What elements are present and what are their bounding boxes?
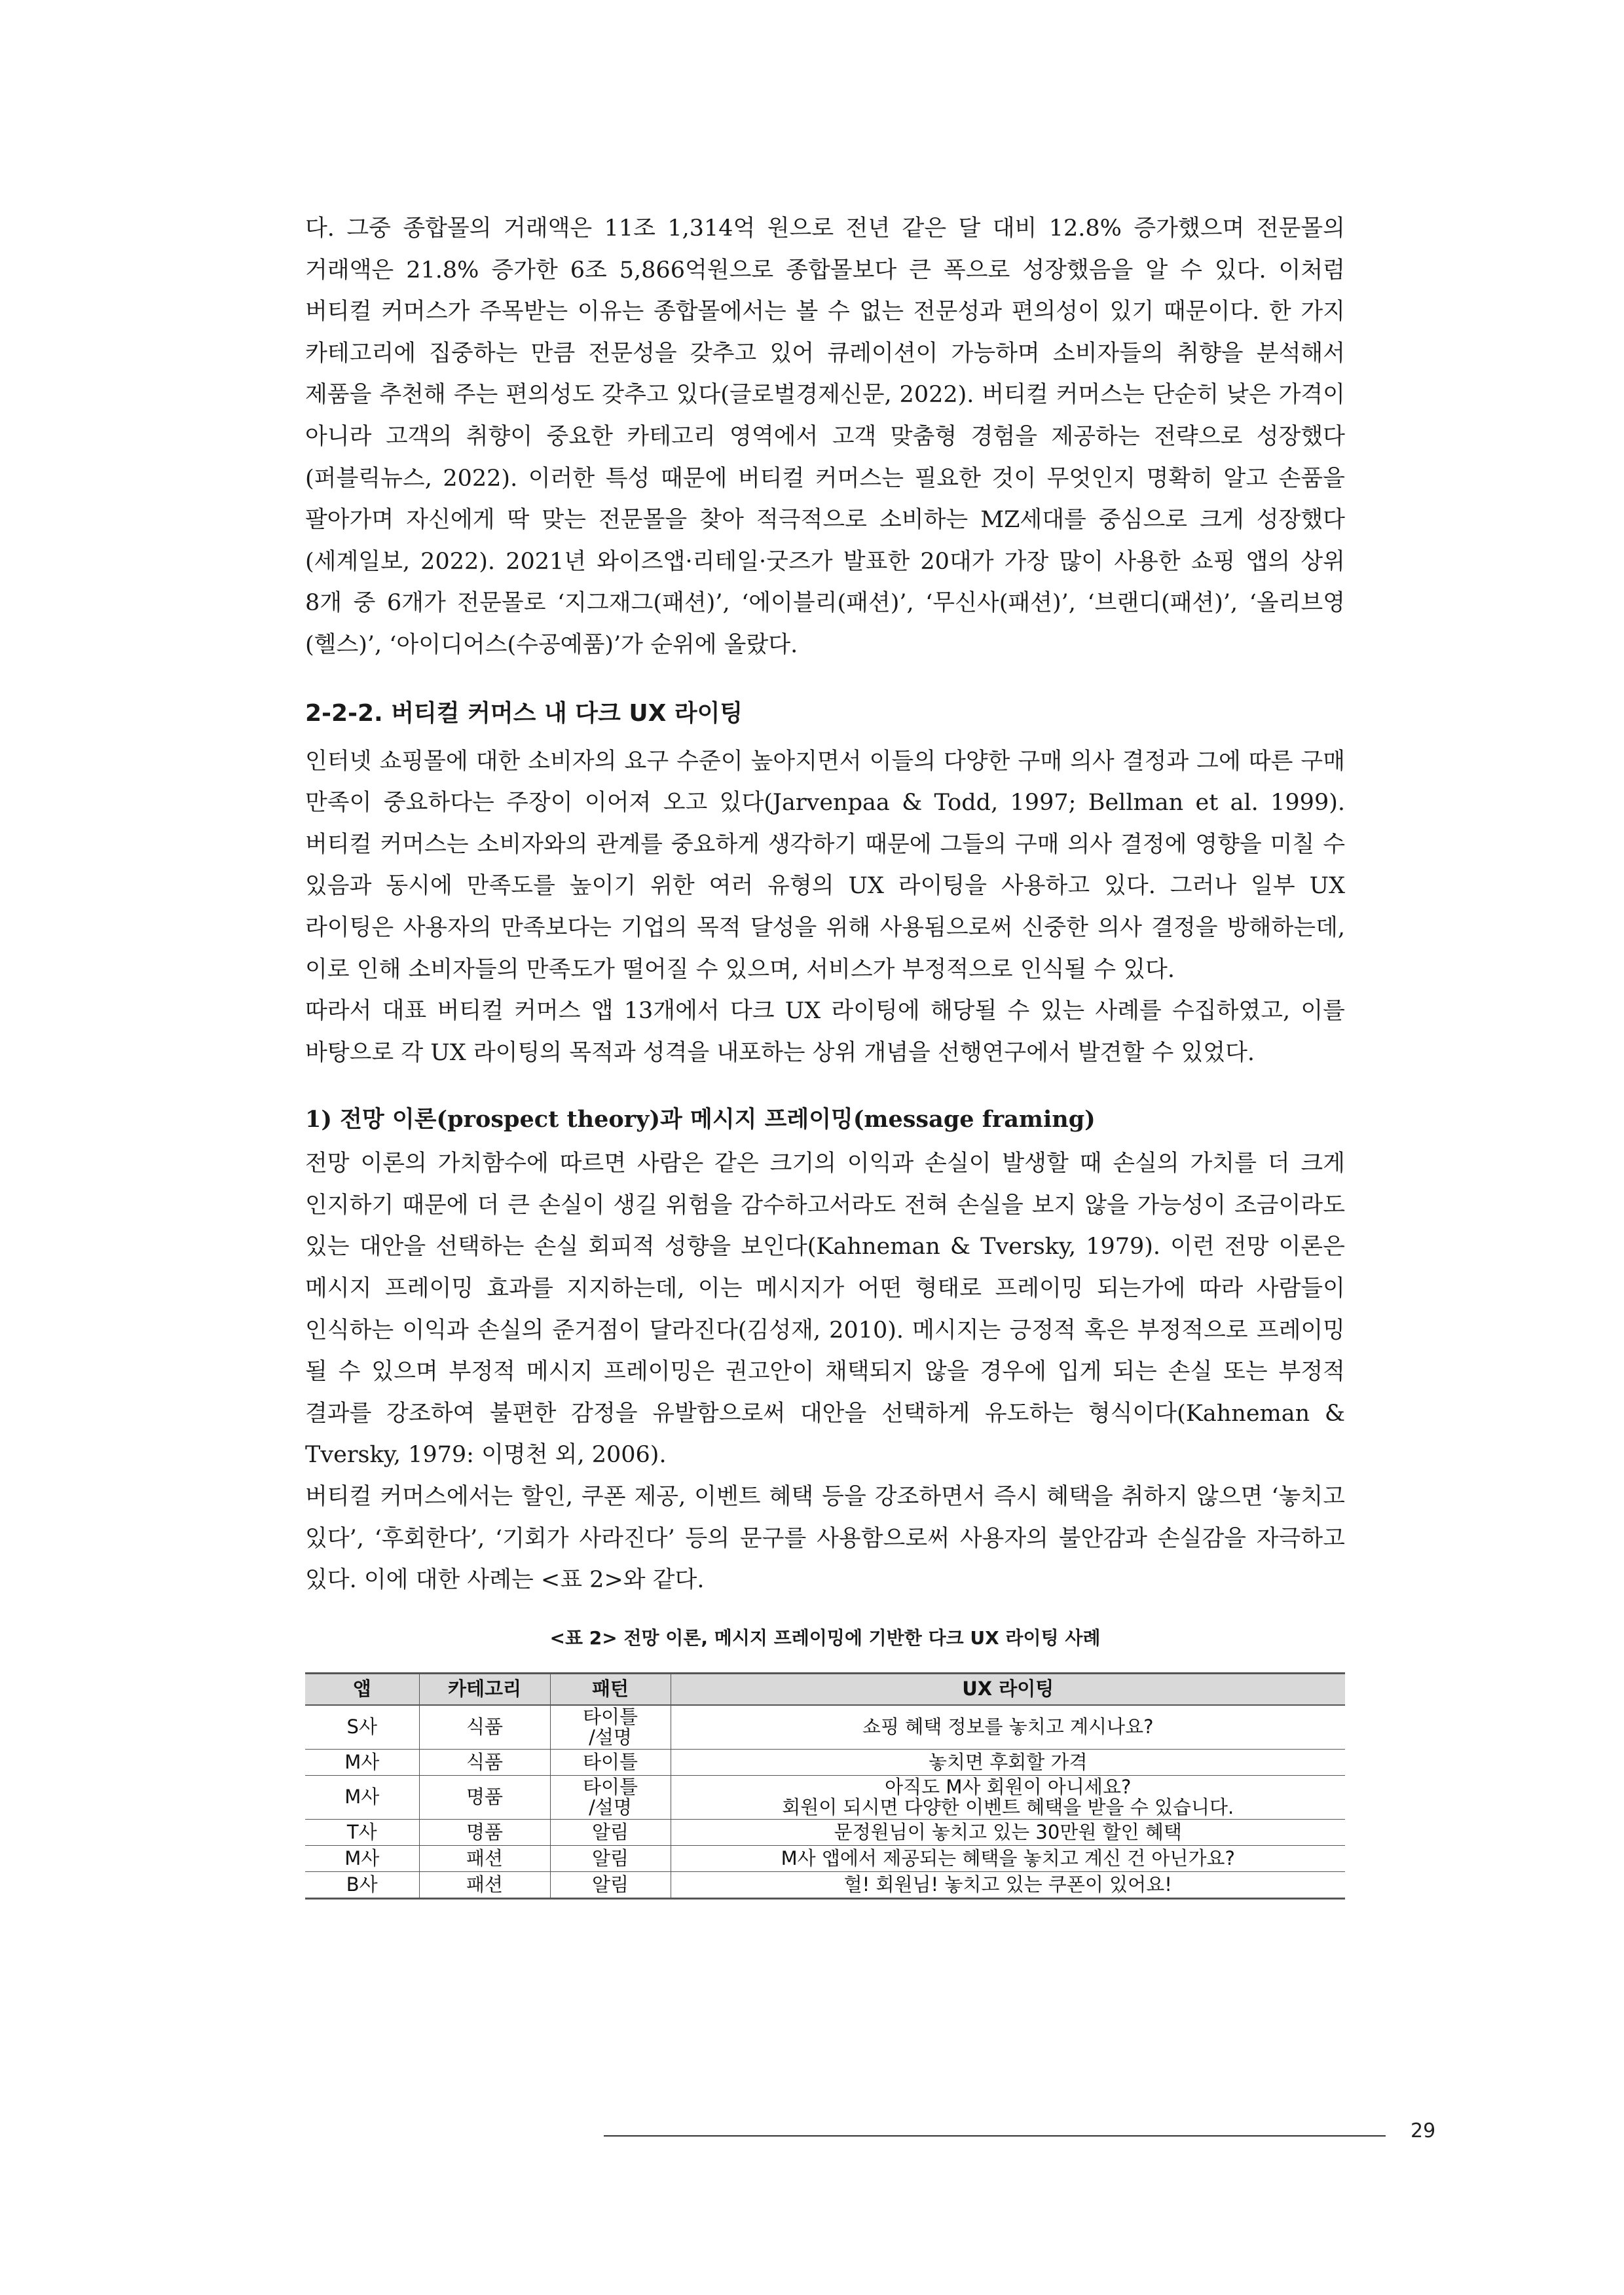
cell-pattern bbox=[550, 1749, 671, 1775]
paragraph-ux-writing-intro: 인터넷 쇼핑몰에 대한 소비자의 요구 수준이 높아지면서 이들의 다양한 구매 의사 결정과 그에 따른 구매 만족이 중요하다는 주장이 이어져 오고 있다(Jarvenpaa & Todd, 1997; Bellman et al. 1999). 버티컬 커머스는 소비자와의 관계를 중요하게 생각하기 때문에 그들의 구매 의사 결정에 영향을 미칠 수 있음과 동시에 만족도를 높이기 위한 여러 유형의 UX 라이팅을 사용하고 있다. 그러나 일부 UX 라이팅은 사용자의 만족보다는 기업의 목적 달성을 위해 사용됨으로써 신중한 의사 결정을 방해하는데, 이로 인해 소비자들의 만족도가 떨어질 수 있으며, 서비스가 부정적으로 인식될 수 있다. bbox=[305, 748, 1345, 983]
header-pattern: 패턴 bbox=[550, 1673, 671, 1705]
cell-category: 명품 bbox=[419, 1819, 550, 1845]
cell-category: 패션 bbox=[419, 1845, 550, 1871]
ux-line: 헐! 회원님! 놓치고 있는 쿠폰이 있어요! bbox=[843, 1873, 1172, 1896]
dark-ux-writing-table bbox=[305, 1672, 1345, 1900]
cell-pattern bbox=[550, 1845, 671, 1871]
paragraph-case-collection: 따라서 대표 버티컬 커머스 앱 13개에서 다크 UX 라이팅에 해당될 수 있는 사례를 수집하였고, 이를 바탕으로 각 UX 라이팅의 목적과 성격을 내포하는 상위 개념을 선행연구에서 발견할 수 있었다. bbox=[305, 998, 1345, 1066]
pattern-line: /설명 bbox=[589, 1725, 632, 1748]
cell-ux-writing bbox=[671, 1871, 1345, 1898]
cell-ux-writing bbox=[671, 1819, 1345, 1845]
cell-app: T사 bbox=[305, 1819, 419, 1845]
cell-app: B사 bbox=[305, 1871, 419, 1898]
table-body bbox=[305, 1705, 1345, 1899]
header-ux-writing: UX 라이팅 bbox=[671, 1673, 1345, 1705]
cell-ux-writing bbox=[671, 1749, 1345, 1775]
header-app: 앱 bbox=[305, 1673, 419, 1705]
pattern-line: /설명 bbox=[589, 1795, 632, 1818]
subsection-heading: 1) 전망 이론(prospect theory)과 메시지 프레이밍(message framing) bbox=[305, 1106, 1096, 1133]
ux-line: 놓치면 후회할 가격 bbox=[928, 1750, 1088, 1773]
cell-ux-writing bbox=[671, 1705, 1345, 1750]
table-row bbox=[305, 1775, 1345, 1819]
table-caption: <표 2> 전망 이론, 메시지 프레이밍에 기반한 다크 UX 라이팅 사례 bbox=[549, 1626, 1101, 1649]
cell-ux-writing bbox=[671, 1775, 1345, 1819]
paragraph-prospect-theory: 전망 이론의 가치함수에 따르면 사람은 같은 크기의 이익과 손실이 발생할 때 손실의 가치를 더 크게 인지하기 때문에 더 큰 손실이 생길 위험을 감수하고서라도 전혀 손실을 보지 않을 가능성이 조금이라도 있는 대안을 선택하는 손실 회피적 성향을 보인다(Kahneman & Tversky, 1979). 이런 전망 이론은 메시지 프레이밍 효과를 지지하는데, 이는 메시지가 어떤 형태로 프레이밍 되는가에 따라 사람들이 인식하는 이익과 손실의 준거점이 달라진다(김성재, 2010). 메시지는 긍정적 혹은 부정적으로 프레이밍 될 수 있으며 부정적 메시지 프레이밍은 권고안이 채택되지 않을 경우에 입게 되는 손실 또는 부정적 결과를 강조하여 불편한 감정을 유발함으로써 대안을 선택하게 유도하는 형식이다(Kahneman & Tversky, 1979: 이명천 외, 2006). bbox=[305, 1150, 1345, 1469]
pattern-line: 알림 bbox=[591, 1873, 629, 1896]
ux-line: 아직도 M사 회원이 아니세요? bbox=[885, 1775, 1132, 1798]
ux-line: 문정원님이 놓치고 있는 30만원 할인 혜택 bbox=[834, 1820, 1182, 1843]
table-row bbox=[305, 1845, 1345, 1871]
cell-pattern bbox=[550, 1871, 671, 1898]
ux-line: M사 앱에서 제공되는 혜택을 놓치고 계신 건 아닌가요? bbox=[781, 1846, 1235, 1869]
table-row bbox=[305, 1705, 1345, 1750]
cell-app: S사 bbox=[305, 1705, 419, 1750]
section-heading: 2-2-2. 버티컬 커머스 내 다크 UX 라이팅 bbox=[305, 699, 743, 727]
pattern-line: 알림 bbox=[591, 1820, 629, 1843]
ux-line: 쇼핑 혜택 정보를 놓치고 계시나요? bbox=[862, 1716, 1154, 1738]
pattern-line: 타이틀 bbox=[582, 1705, 638, 1728]
table-header-row bbox=[305, 1673, 1345, 1705]
cell-pattern bbox=[550, 1775, 671, 1819]
cell-category: 명품 bbox=[419, 1775, 550, 1819]
ux-line: 회원이 되시면 다양한 이벤트 혜택을 받을 수 있습니다. bbox=[782, 1795, 1234, 1818]
header-category: 카테고리 bbox=[419, 1673, 550, 1705]
page-number: 29 bbox=[1411, 2120, 1436, 2142]
table-row bbox=[305, 1749, 1345, 1775]
cell-category: 식품 bbox=[419, 1749, 550, 1775]
cell-category: 패션 bbox=[419, 1871, 550, 1898]
cell-category: 식품 bbox=[419, 1705, 550, 1750]
table-row bbox=[305, 1871, 1345, 1898]
table-row bbox=[305, 1819, 1345, 1845]
paragraph-loss-framing-examples: 버티컬 커머스에서는 할인, 쿠폰 제공, 이벤트 혜택 등을 강조하면서 즉시 혜택을 취하지 않으면 ‘놓치고 있다’, ‘후회한다’, ‘기회가 사라진다’ 등의 문구를 사용함으로써 사용자의 불안감과 손실감을 자극하고 있다. 이에 대한 사례는 <표 2>와 같다. bbox=[305, 1484, 1345, 1594]
paragraph-vertical-commerce-growth: 다. 그중 종합몰의 거래액은 11조 1,314억 원으로 전년 같은 달 대비 12.8% 증가했으며 전문몰의 거래액은 21.8% 증가한 6조 5,866억원으로 종합몰보다 큰 폭으로 성장했음을 알 수 있다. 이처럼 버티컬 커머스가 주목받는 이유는 종합몰에서는 볼 수 없는 전문성과 편의성이 있기 때문이다. 한 가지 카테고리에 집중하는 만큼 전문성을 갖추고 있어 큐레이션이 가능하며 소비자들의 취향을 분석해서 제품을 추천해 주는 편의성도 갖추고 있다(글로벌경제신문, 2022). 버티컬 커머스는 단순히 낮은 가격이 아니라 고객의 취향이 중요한 카테고리 영역에서 고객 맞춤형 경험을 제공하는 전략으로 성장했다(퍼블릭뉴스, 2022). 이러한 특성 때문에 버티컬 커머스는 필요한 것이 무엇인지 명확히 알고 손품을 팔아가며 자신에게 딱 맞는 전문몰을 찾아 적극적으로 소비하는 MZ세대를 중심으로 크게 성장했다(세계일보, 2022). 2021년 와이즈앱·리테일·굿즈가 발표한 20대가 가장 많이 사용한 쇼핑 앱의 상위 8개 중 6개가 전문몰로 ‘지그재그(패션)’, ‘에이블리(패션)’, ‘무신사(패션)’, ‘브랜디(패션)’, ‘올리브영(헬스)’, ‘아이디어스(수공예품)’가 순위에 올랐다. bbox=[305, 215, 1345, 658]
cell-pattern bbox=[550, 1819, 671, 1845]
pattern-line: 타이틀 bbox=[582, 1750, 638, 1773]
pattern-line: 알림 bbox=[591, 1846, 629, 1869]
page-content bbox=[305, 208, 1345, 1900]
cell-app: M사 bbox=[305, 1845, 419, 1871]
cell-ux-writing bbox=[671, 1845, 1345, 1871]
cell-app: M사 bbox=[305, 1749, 419, 1775]
footer-rule bbox=[604, 2135, 1386, 2137]
cell-app: M사 bbox=[305, 1775, 419, 1819]
cell-pattern bbox=[550, 1705, 671, 1750]
pattern-line: 타이틀 bbox=[582, 1775, 638, 1798]
